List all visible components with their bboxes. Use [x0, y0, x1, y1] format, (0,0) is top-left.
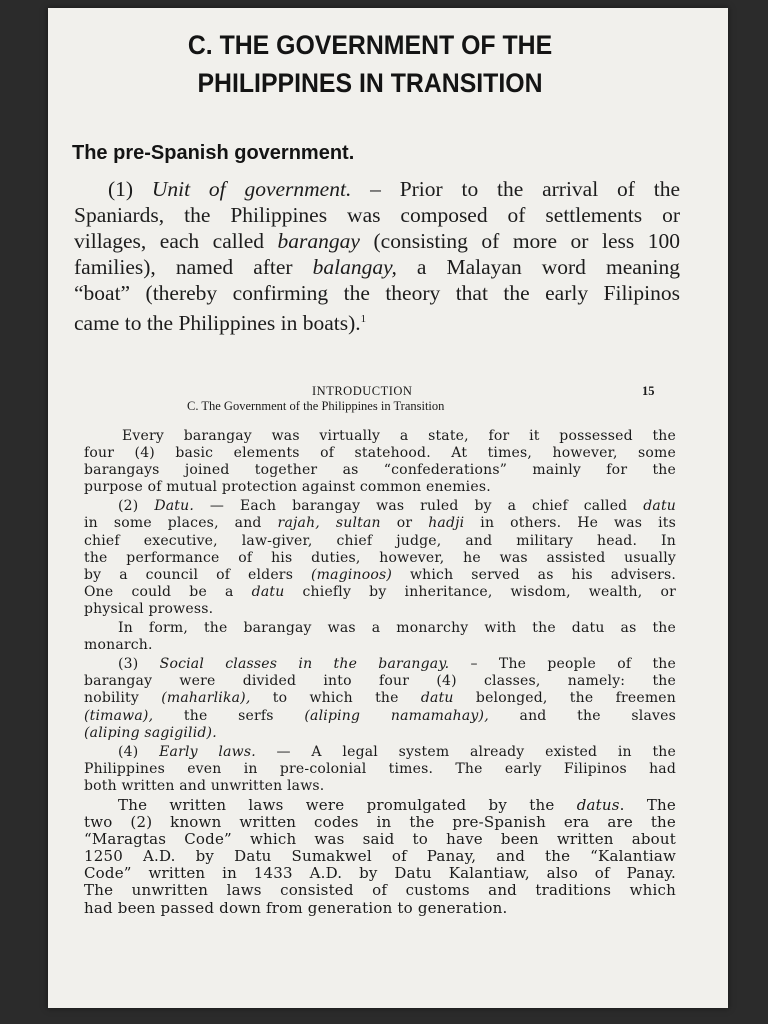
- text-line: by a council of elders (maginoos) which served as his advisers.: [84, 566, 677, 583]
- text-line: (aliping sagigilid).: [84, 724, 217, 741]
- text-line: the performance of his duties, however, he was assisted usually: [84, 549, 676, 566]
- text-line: had been passed down from generation to generation.: [84, 898, 508, 917]
- chapter-heading-line-2: PHILIPPINES IN TRANSITION: [197, 68, 543, 98]
- text-line: One could be a datu chiefly by inheritance, wisdom, wealth, or: [84, 583, 676, 600]
- section-title: The pre-Spanish government.: [72, 142, 355, 164]
- text-line: (timawa), the serfs (aliping namamahay), and the slaves: [84, 707, 676, 724]
- text-line: barangay were divided into four (4) classes, namely: the: [84, 673, 676, 690]
- chapter-heading-line-1: C. THE GOVERNMENT OF THE: [187, 30, 553, 60]
- text-line: both written and unwritten laws.: [84, 777, 325, 794]
- unit-of-government-paragraph: [74, 176, 680, 336]
- running-head-title: INTRODUCTION: [312, 384, 413, 398]
- text-line: (2) Datu. — Each barangay was ruled by a chief called datu: [118, 498, 676, 515]
- text-line: in some places, and rajah, sultan or hadji in others. He was its: [84, 515, 676, 532]
- text-line: nobility (maharlika), to which the datu belonged, the freemen: [84, 690, 677, 707]
- running-head-subtitle: C. The Government of the Philippines in Transition: [187, 399, 445, 413]
- text-line: 1250 A.D. by Datu Sumakwel of Panay, and the “Kalantiaw: [84, 847, 676, 866]
- text-line: (4) Early laws. — A legal system already existed in the: [118, 743, 676, 760]
- text-line: Spaniards, the Philippines was composed of settlements or: [74, 203, 680, 227]
- text-line: Every barangay was virtually a state, for it possessed the: [122, 428, 676, 444]
- text-line: In form, the barangay was a monarchy with the datu as the: [118, 620, 676, 637]
- text-line: came to the Philippines in boats).$^1$: [74, 311, 367, 336]
- text-line: The unwritten laws consisted of customs and traditions which: [84, 881, 676, 900]
- text-line: “boat” (thereby confirming the theory that the early Filipinos: [74, 281, 680, 305]
- text-line: barangays joined together as “confederations” mainly for the: [84, 462, 676, 479]
- text-line: The written laws were promulgated by the datus. The: [118, 795, 676, 814]
- text-line: Code” written in 1433 A.D. by Datu Kalantiaw, also of Panay.: [84, 864, 676, 883]
- body-text: [84, 428, 676, 917]
- text-line: (3) Social classes in the barangay. – The people of the: [118, 656, 676, 673]
- page-number: 15: [642, 384, 655, 398]
- text-line: families), named after balangay, a Malayan word meaning: [74, 255, 681, 279]
- footnote-marker: 1: [360, 313, 367, 325]
- text-line: purpose of mutual protection against common enemies.: [84, 479, 491, 496]
- text-line: two (2) known written codes in the pre-Spanish era are the: [84, 813, 676, 832]
- text-line: monarch.: [84, 637, 153, 654]
- text-line: chief executive, law-giver, chief judge, and military head. In: [84, 532, 676, 549]
- text-line: physical prowess.: [84, 600, 214, 617]
- text-line: (1) Unit of government. – Prior to the arrival of the: [108, 177, 680, 201]
- chapter-heading: [30, 26, 711, 102]
- text-line: “Maragtas Code” which was said to have been written about: [84, 830, 676, 849]
- text-line: villages, each called barangay (consisting of more or less 100: [74, 229, 680, 253]
- text-line: Philippines even in pre-colonial times. The early Filipinos had: [84, 760, 676, 777]
- text-line: four (4) basic elements of statehood. At times, however, some: [84, 445, 676, 462]
